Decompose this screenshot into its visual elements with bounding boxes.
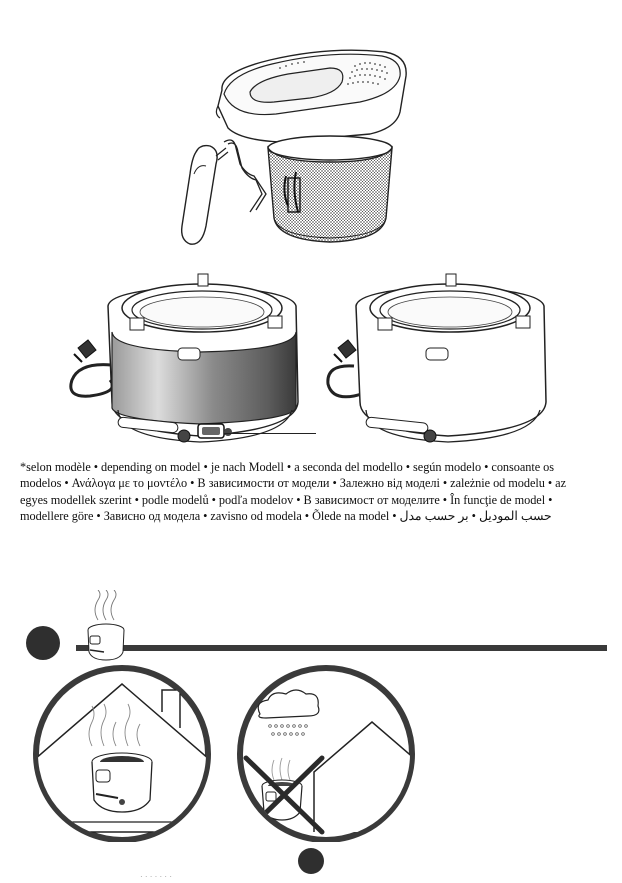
model-note-line-2: modelos • Ανάλογα με το μοντέλο • В зависимости от модели • Залежно від моделі • zależnie od modelu • az xyxy=(20,476,566,491)
model-note-line-4 xyxy=(20,508,612,524)
footer-text: · · · · · · · xyxy=(140,872,172,881)
section-bullet xyxy=(26,626,60,660)
page-bullet xyxy=(298,848,324,874)
house-indoor-use-icon xyxy=(22,662,222,842)
model-note-line-1: *selon modèle • depending on model • je nach Modell • a seconda del modello • según modelo • consoante os xyxy=(20,460,554,474)
basket-handle-illustration xyxy=(176,134,272,252)
model-note-line-4-ltr: modellere göre • Зависно од модела • zavisno od modela • Õlede na model • xyxy=(20,509,397,524)
model-note-line-3: egyes modellek szerint • podle modelů • podľa modelov • В зависимост от моделите • În funcţie de model • xyxy=(20,492,553,507)
fryer-lid-illustration xyxy=(210,42,410,142)
model-note-line-4-rtl: حسب الموديل • بر حسب مدل xyxy=(399,509,552,524)
fryer-plain-illustration xyxy=(324,270,564,450)
steaming-fryer-icon xyxy=(80,590,132,662)
frying-basket-illustration xyxy=(262,132,398,248)
model-note xyxy=(20,459,612,525)
section-rule xyxy=(76,645,607,651)
fryer-with-window-illustration xyxy=(60,270,322,450)
outdoor-prohibited-icon xyxy=(226,662,426,842)
pointer-line xyxy=(224,433,316,434)
